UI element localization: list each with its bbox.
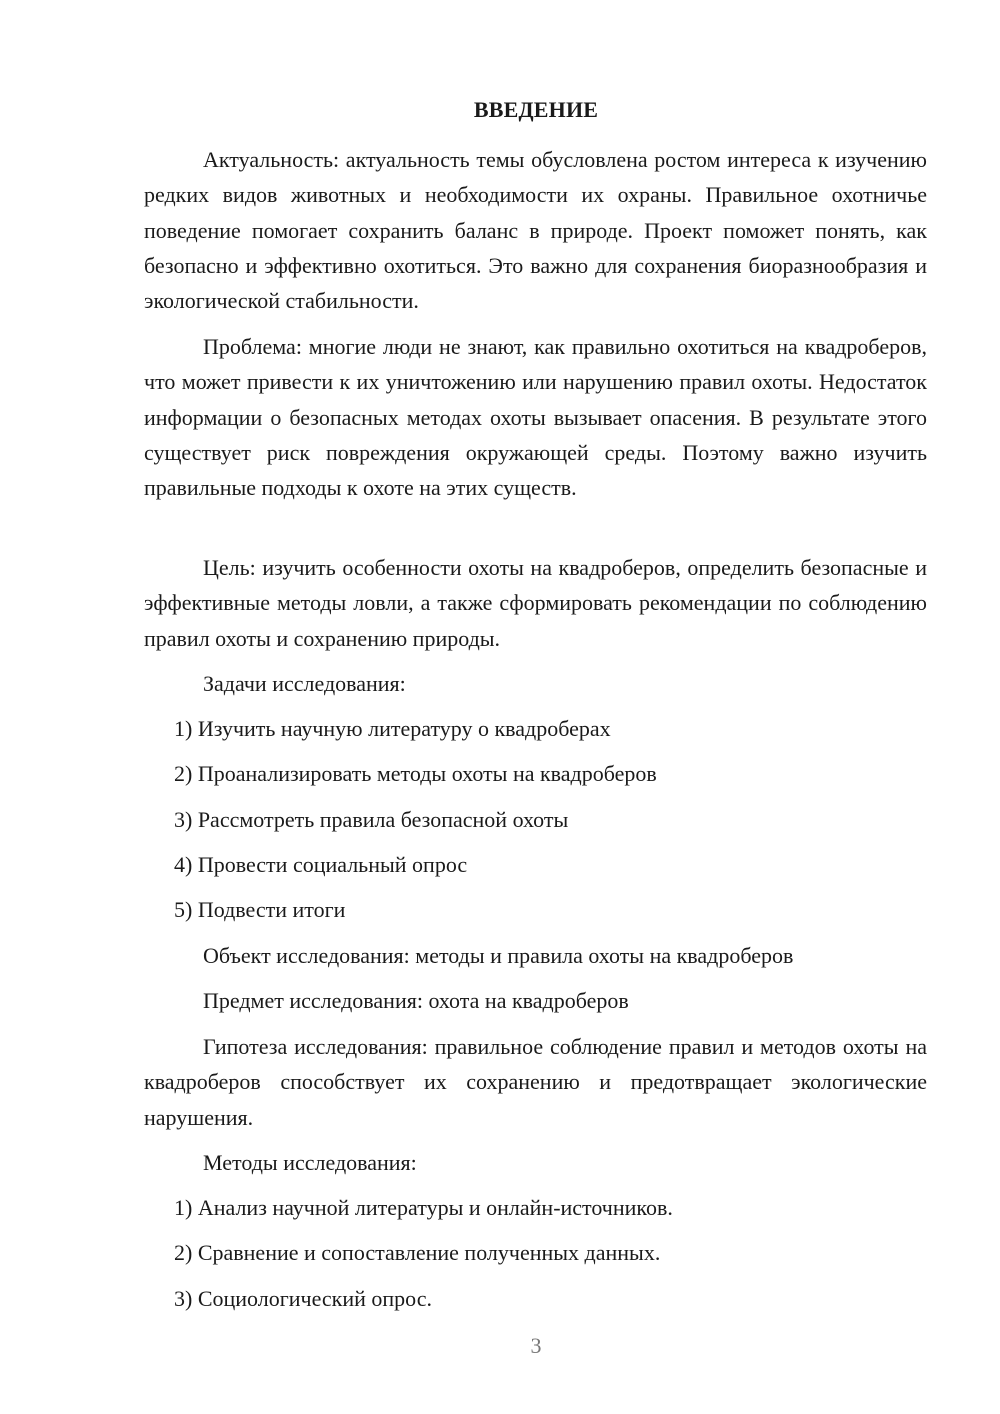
methods-heading: Методы исследования: [203,1150,417,1175]
task-item: 1) Изучить научную литературу о квадроберах [174,716,611,741]
method-item: 3) Социологический опрос. [174,1286,432,1311]
research-object: Объект исследования: методы и правила охоты на квадроберов [203,943,794,968]
goal-section [144,550,927,656]
problem-paragraph: Проблема: многие люди не знают, как правильно охотиться на квадроберов, что может привести к их уничтожению или нарушению правил охоты. Недостаток информации о безопасных методах охоты вызывает опасения. В результате этого существует риск повреждения окружающей среды. Поэтому важно изучить правильные подходы к охоте на этих существ. [144,334,927,501]
task-4-section [144,847,927,882]
task-3-section [144,802,927,837]
task-item: 2) Проанализировать методы охоты на квадроберов [174,761,657,786]
object-section [144,938,927,973]
page-number: 3 [530,1333,542,1358]
hypothesis-paragraph: Гипотеза исследования: правильное соблюдение правил и методов охоты на квадроберов способствует их сохранению и предотвращает экологические нарушения. [144,1034,927,1130]
hypothesis-section [144,1029,927,1135]
task-5-section [144,892,927,927]
subject-section [144,983,927,1018]
tasks-heading: Задачи исследования: [203,671,406,696]
method-item: 1) Анализ научной литературы и онлайн-источников. [174,1195,673,1220]
task-1-section [144,711,927,746]
method-item: 2) Сравнение и сопоставление полученных данных. [174,1240,661,1265]
task-item: 3) Рассмотреть правила безопасной охоты [174,807,569,832]
methods-heading-section [144,1145,927,1180]
research-subject: Предмет исследования: охота на квадроберов [203,988,629,1013]
method-3-section [144,1281,927,1316]
task-2-section [144,756,927,791]
page-title: ВВЕДЕНИЕ [473,97,599,122]
method-1-section [144,1190,927,1225]
goal-paragraph: Цель: изучить особенности охоты на квадроберов, определить безопасные и эффективные методы ловли, а также сформировать рекомендации по соблюдению правил охоты и сохранению природы. [144,555,927,651]
relevance-paragraph: Актуальность: актуальность темы обусловлена ростом интереса к изучению редких видов животных и необходимости их охраны. Правильное охотничье поведение помогает сохранить баланс в природе. Проект поможет понять, как безопасно и эффективно охотиться. Это важно для сохранения биоразнообразия и экологической стабильности. [144,147,927,314]
problem-section [144,329,927,505]
tasks-heading-section [144,666,927,701]
task-item: 5) Подвести итоги [174,897,346,922]
method-2-section [144,1235,927,1270]
task-item: 4) Провести социальный опрос [174,852,468,877]
relevance-section [144,142,927,318]
